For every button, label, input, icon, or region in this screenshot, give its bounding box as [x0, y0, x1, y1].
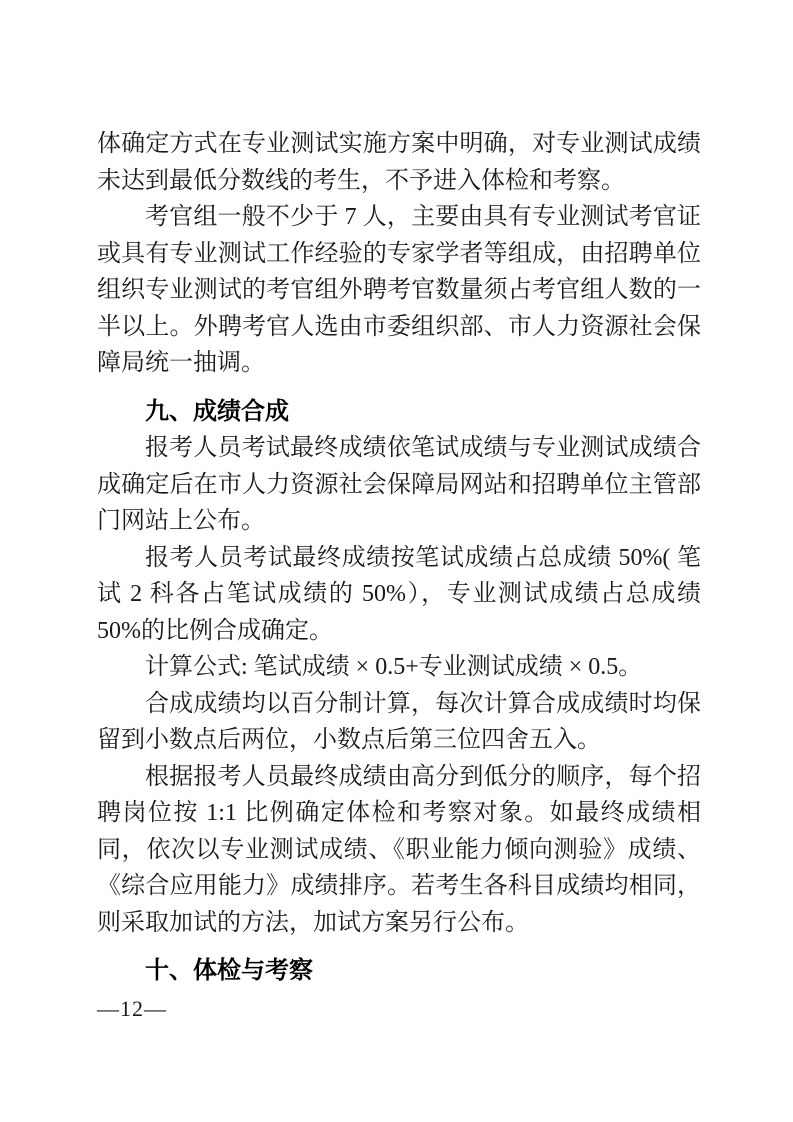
document-body: [97, 126, 701, 990]
paragraph-ranking-and-tiebreak: 根据报考人员最终成绩由高分到低分的顺序，每个招聘岗位按 1:1 比例确定体检和考察对象。如最终成绩相同，依次以专业测试成绩、《职业能力倾向测验》成绩、《综合应用能力》成绩排序。若考生各科目成绩均相同，则采取加试的方法，加试方案另行公布。: [97, 763, 701, 936]
paragraph-professional-test-score-line: 体确定方式在专业测试实施方案中明确，对专业测试成绩未达到最低分数线的考生，不予进入体检和考察。: [97, 131, 701, 194]
paragraph-final-score-publication: 报考人员考试最终成绩依笔试成绩与专业测试成绩合成确定后在市人力资源社会保障局网站和招聘单位主管部门网站上公布。: [97, 435, 701, 534]
page-number: —12—: [97, 996, 167, 1021]
section-heading-physical-exam-inspection: 十、体检与考察: [145, 957, 313, 984]
paragraph-examiner-panel: 考官组一般不少于 7 人，主要由具有专业测试考官证或具有专业测试工作经验的专家学者等组成，由招聘单位组织专业测试的考官组外聘考官数量须占考官组人数的一半以上。外聘考官人选由市委组织部、市人力资源社会保障局统一抽调。: [97, 204, 701, 376]
paragraph-calculation-formula: 计算公式: 笔试成绩 × 0.5+专业测试成绩 × 0.5。: [145, 654, 643, 680]
paragraph-rounding-rule: 合成成绩均以百分制计算，每次计算合成成绩时均保留到小数点后两位，小数点后第三位四舍五入。: [97, 690, 701, 753]
paragraph-score-weighting: 报考人员考试最终成绩按笔试成绩占总成绩 50%( 笔试 2 科各占笔试成绩的 50%），专业测试成绩占总成绩 50%的比例合成确定。: [97, 544, 701, 644]
section-heading-score-composition: 九、成绩合成: [145, 397, 289, 425]
